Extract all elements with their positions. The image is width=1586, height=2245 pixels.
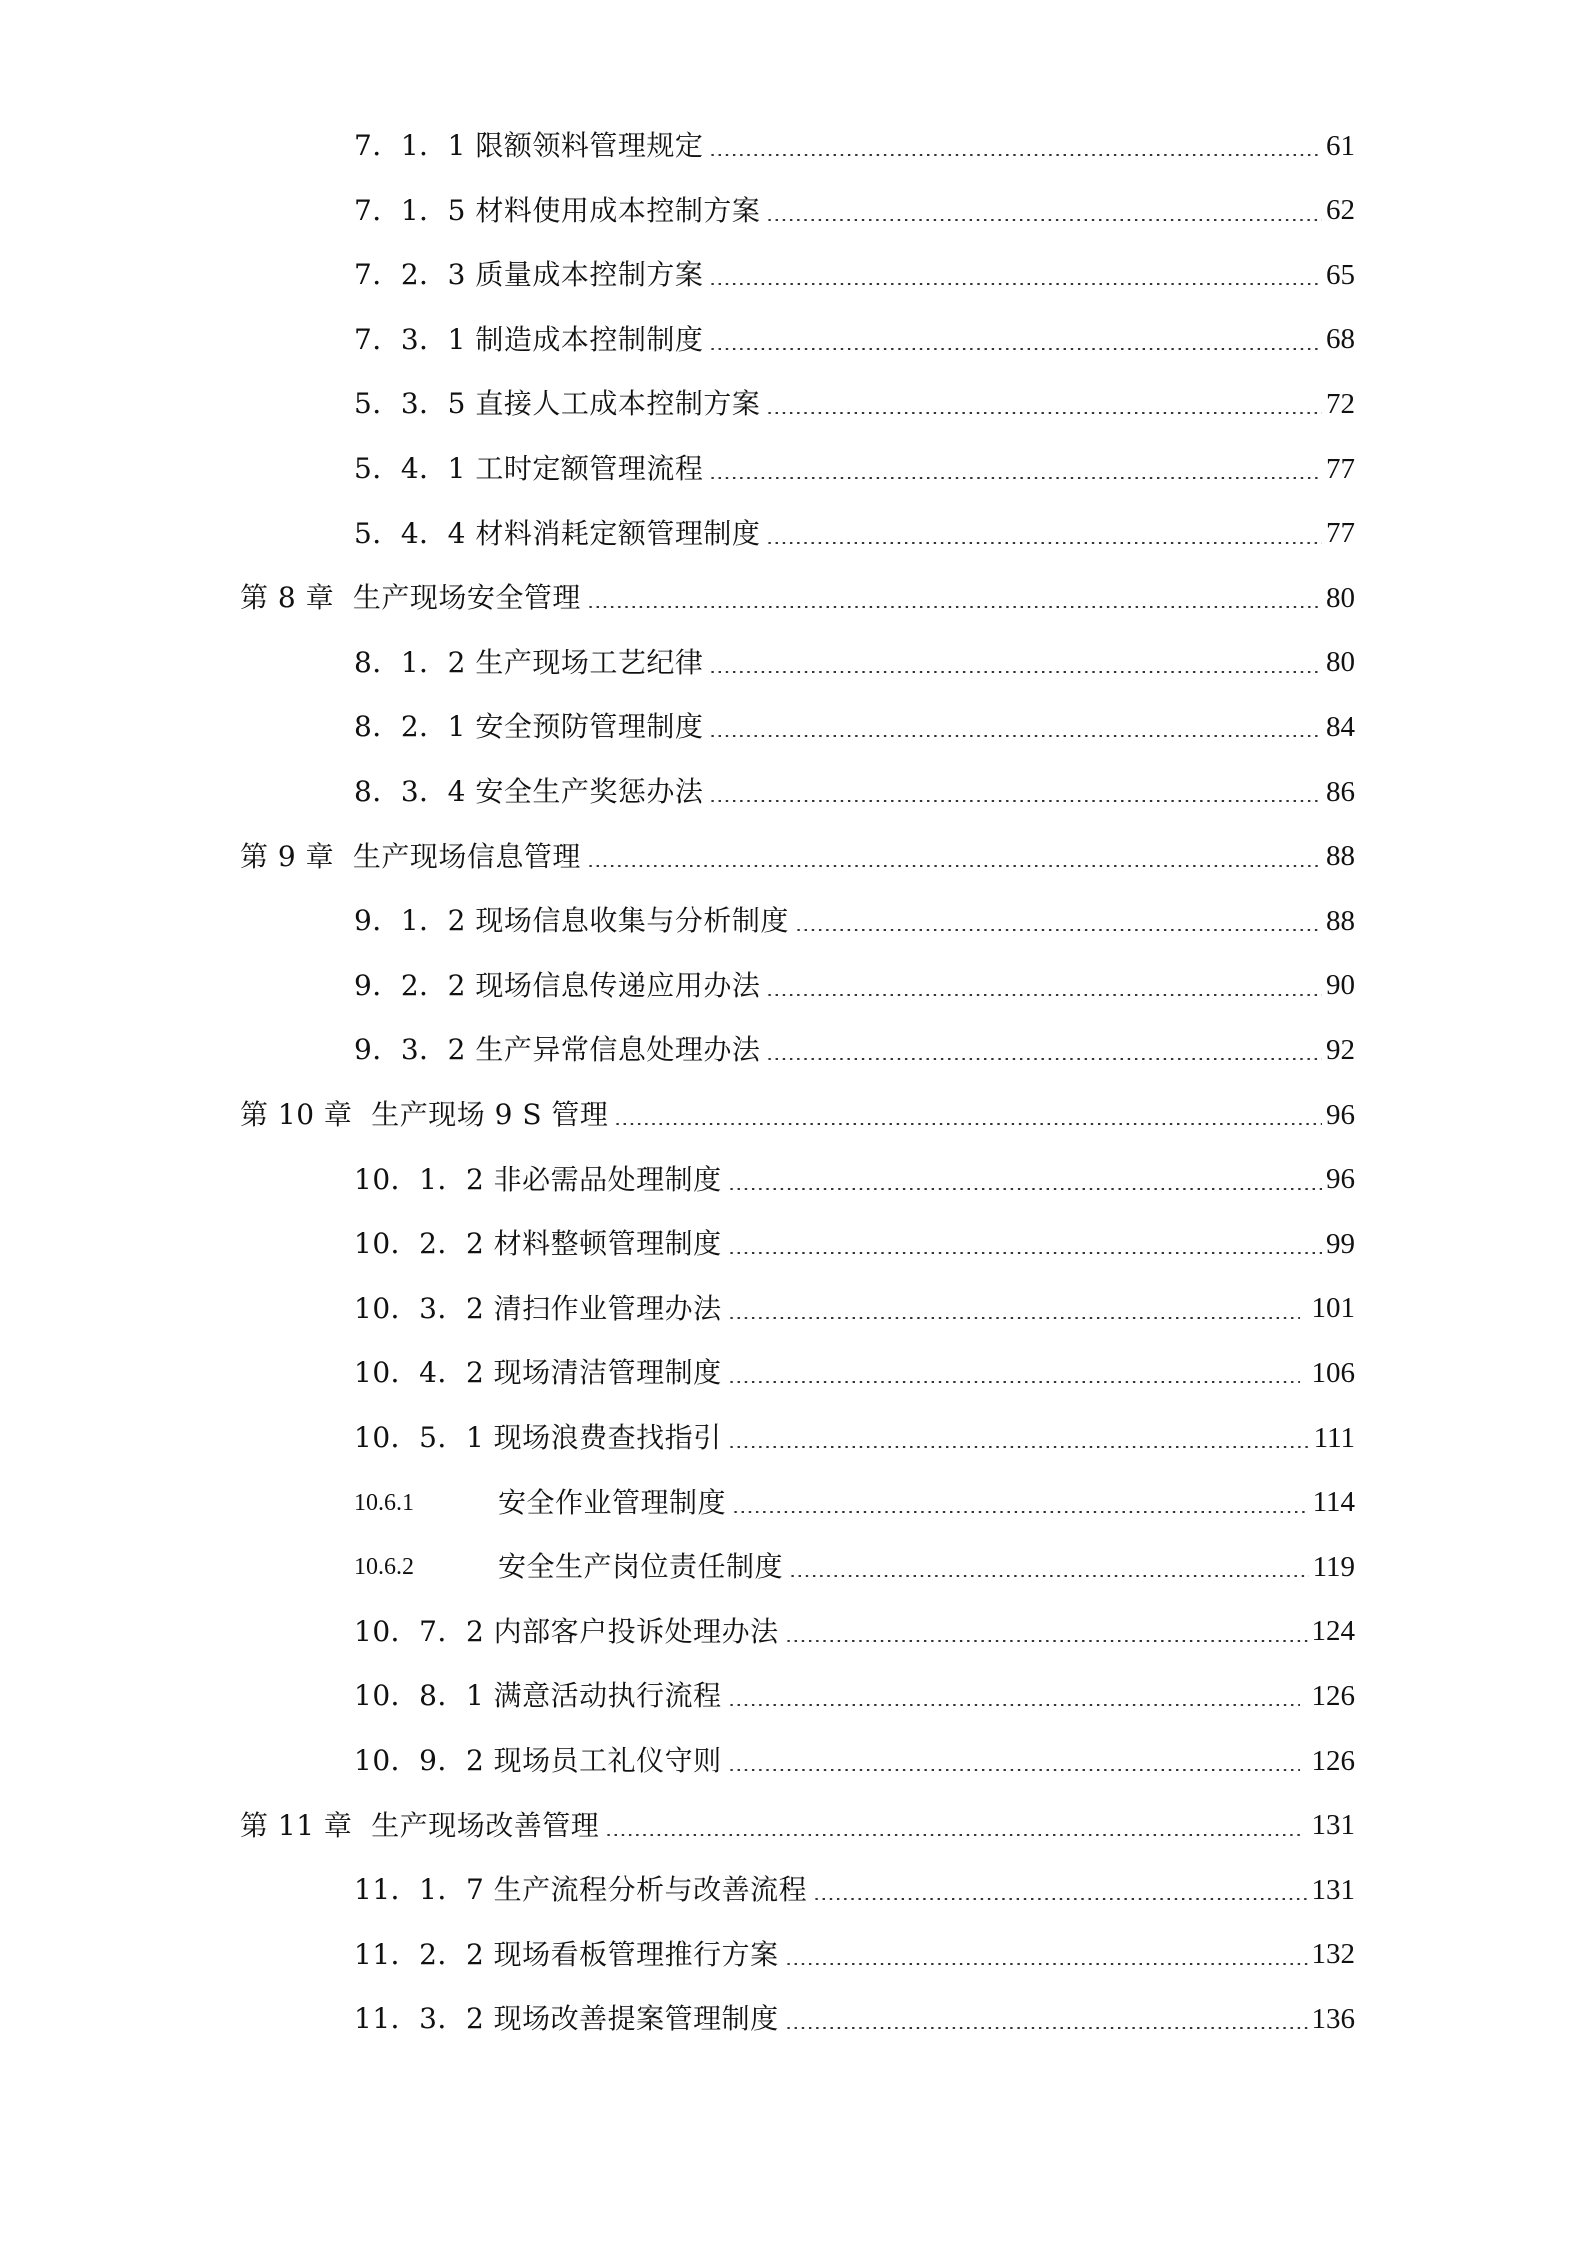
toc-dot-leader [709,283,1322,285]
toc-dot-leader [795,929,1322,931]
toc-dot-leader [766,412,1322,414]
toc-entry-title: 10．9．2 现场员工礼仪守则 [354,1744,722,1777]
toc-entry-title: 5．4．4 材料消耗定额管理制度 [354,516,761,550]
toc-page-number: 77 [1326,517,1355,550]
toc-dot-leader [785,1963,1308,1965]
toc-section-entry[interactable] [0,1406,1586,1470]
toc-entry-title: 10．2．2 材料整顿管理制度 [354,1227,722,1261]
toc-entry-title: 10．5．1 现场浪费查找指引 [354,1421,722,1454]
toc-section-entry[interactable] [0,437,1586,501]
toc-chapter-entry[interactable] [0,825,1586,889]
toc-page-number: 88 [1326,840,1355,873]
toc-entry-title: 11．2．2 现场看板管理推行方案 [354,1937,779,1971]
toc-entry-title: 7．1．5 材料使用成本控制方案 [354,193,761,227]
toc-page-number: 65 [1326,258,1355,291]
toc-dot-leader [785,2027,1308,2029]
toc-entry-title: 10．4．2 现场清洁管理制度 [354,1356,722,1390]
toc-page-number: 111 [1313,1421,1355,1454]
toc-page-number: 72 [1326,387,1355,420]
toc-entry-title: 10．3．2 清扫作业管理办法 [354,1291,722,1325]
toc-page-number: 62 [1326,194,1355,227]
toc-dot-leader [614,1123,1322,1125]
toc-entry-title: 9．1．2 现场信息收集与分析制度 [354,904,789,938]
toc-section-entry[interactable] [0,1664,1586,1728]
toc-page-number: 88 [1326,904,1355,937]
toc-section-entry[interactable] [0,1212,1586,1276]
toc-section-entry[interactable] [0,760,1586,824]
toc-entry-title: 5．4．1 工时定额管理流程 [354,452,704,485]
toc-section-entry[interactable] [0,889,1586,953]
toc-section-entry[interactable] [0,1018,1586,1082]
toc-section-entry[interactable] [0,1471,1586,1535]
toc-page-number: 124 [1311,1615,1355,1648]
toc-dot-leader [709,800,1322,802]
toc-entry-title: 8．2．1 安全预防管理制度 [354,710,704,744]
toc-page-number: 136 [1311,2002,1355,2035]
toc-dot-leader [728,1769,1301,1771]
toc-section-entry[interactable] [0,308,1586,372]
toc-dot-leader [709,154,1322,156]
toc-dot-leader [766,994,1322,996]
toc-section-entry[interactable] [0,695,1586,759]
toc-page-number: 106 [1304,1356,1355,1389]
toc-dot-leader [813,1898,1307,1900]
toc-dot-leader [728,1446,1310,1448]
toc-section-entry[interactable] [0,1729,1586,1793]
toc-chapter-entry[interactable] [0,566,1586,630]
toc-dot-leader [732,1511,1309,1513]
toc-section-entry[interactable] [0,1858,1586,1922]
toc-page-number: 99 [1326,1227,1355,1260]
toc-dot-leader [785,1640,1308,1642]
toc-entry-title: 9．2．2 现场信息传递应用办法 [354,968,761,1002]
toc-dot-leader [728,1188,1322,1190]
toc-page-number: 119 [1312,1550,1355,1583]
toc-dot-leader [709,671,1322,673]
toc-dot-leader [587,865,1322,867]
toc-entry-title: 安全生产岗位责任制度 [498,1550,784,1584]
toc-page-number: 131 [1304,1809,1355,1842]
toc-page-number: 80 [1326,581,1355,614]
toc-chapter-entry[interactable] [0,1083,1586,1147]
toc-page-number: 114 [1312,1486,1355,1519]
toc-page-number: 96 [1326,1098,1355,1131]
toc-dot-leader [709,348,1322,350]
toc-section-entry[interactable] [0,1277,1586,1341]
toc-entry-title: 第 10 章 生产现场 9 S 管理 [240,1098,609,1131]
toc-page-number: 84 [1326,710,1355,743]
toc-entry-title: 8．3．4 安全生产奖惩办法 [354,775,704,808]
toc-dot-leader [728,1381,1301,1383]
toc-page-number: 86 [1326,775,1355,808]
toc-section-entry[interactable] [0,1600,1586,1664]
toc-page-number: 101 [1304,1292,1355,1325]
toc-section-entry[interactable] [0,179,1586,243]
toc-dot-leader [728,1317,1301,1319]
toc-section-entry[interactable] [0,1535,1586,1599]
toc-page-number: 96 [1326,1163,1355,1196]
toc-section-entry[interactable] [0,631,1586,695]
toc-entry-title: 8．1．2 生产现场工艺纪律 [354,645,704,679]
toc-entry-number: 10.6.2 [354,1554,414,1581]
toc-entry-title: 11．3．2 现场改善提案管理制度 [354,2002,779,2036]
toc-entry-title: 第 8 章 生产现场安全管理 [240,581,581,615]
toc-chapter-entry[interactable] [0,1794,1586,1858]
toc-dot-leader [709,477,1322,479]
toc-page-number: 92 [1326,1033,1355,1066]
toc-page-number: 68 [1326,323,1355,356]
toc-dot-leader [728,1704,1301,1706]
toc-section-entry[interactable] [0,1148,1586,1212]
toc-entry-title: 10．1．2 非必需品处理制度 [354,1162,722,1196]
toc-entry-title: 7．2．3 质量成本控制方案 [354,258,704,292]
toc-entry-title: 第 11 章 生产现场改善管理 [240,1808,600,1842]
toc-section-entry[interactable] [0,502,1586,566]
toc-entry-number: 10.6.1 [354,1489,414,1516]
toc-section-entry[interactable] [0,954,1586,1018]
toc-entry-title: 10．8．1 满意活动执行流程 [354,1679,722,1713]
toc-entry-title: 7．3．1 制造成本控制制度 [354,322,704,356]
toc-page-number: 126 [1304,1744,1355,1777]
toc-entry-title: 10．7．2 内部客户投诉处理办法 [354,1614,779,1648]
toc-dot-leader [587,606,1322,608]
toc-dot-leader [709,735,1322,737]
toc-entry-title: 7．1．1 限额领料管理规定 [354,129,704,162]
toc-entry-title: 第 9 章 生产现场信息管理 [240,839,581,873]
toc-entry-title: 9．3．2 生产异常信息处理办法 [354,1033,761,1067]
toc-dot-leader [605,1834,1300,1836]
toc-page-number: 61 [1326,129,1355,162]
toc-entry-title: 安全作业管理制度 [498,1485,727,1519]
toc-page-number: 131 [1311,1873,1355,1906]
toc-section-entry[interactable] [0,114,1586,178]
toc-entry-title: 5．3．5 直接人工成本控制方案 [354,387,761,421]
toc-entry-title: 11．1．7 生产流程分析与改善流程 [354,1873,808,1907]
toc-page-number: 80 [1326,646,1355,679]
toc-dot-leader [766,1058,1322,1060]
toc-section-entry[interactable] [0,372,1586,436]
toc-section-entry[interactable] [0,243,1586,307]
toc-dot-leader [766,542,1322,544]
toc-page-number: 90 [1326,969,1355,1002]
toc-section-entry[interactable] [0,1923,1586,1987]
toc-section-entry[interactable] [0,1987,1586,2051]
toc-page-number: 126 [1304,1679,1355,1712]
toc-page-number: 132 [1311,1938,1355,1971]
toc-dot-leader [789,1575,1309,1577]
toc-dot-leader [728,1252,1322,1254]
toc-section-entry[interactable] [0,1341,1586,1405]
toc-page-number: 77 [1326,452,1355,485]
toc-dot-leader [766,219,1322,221]
